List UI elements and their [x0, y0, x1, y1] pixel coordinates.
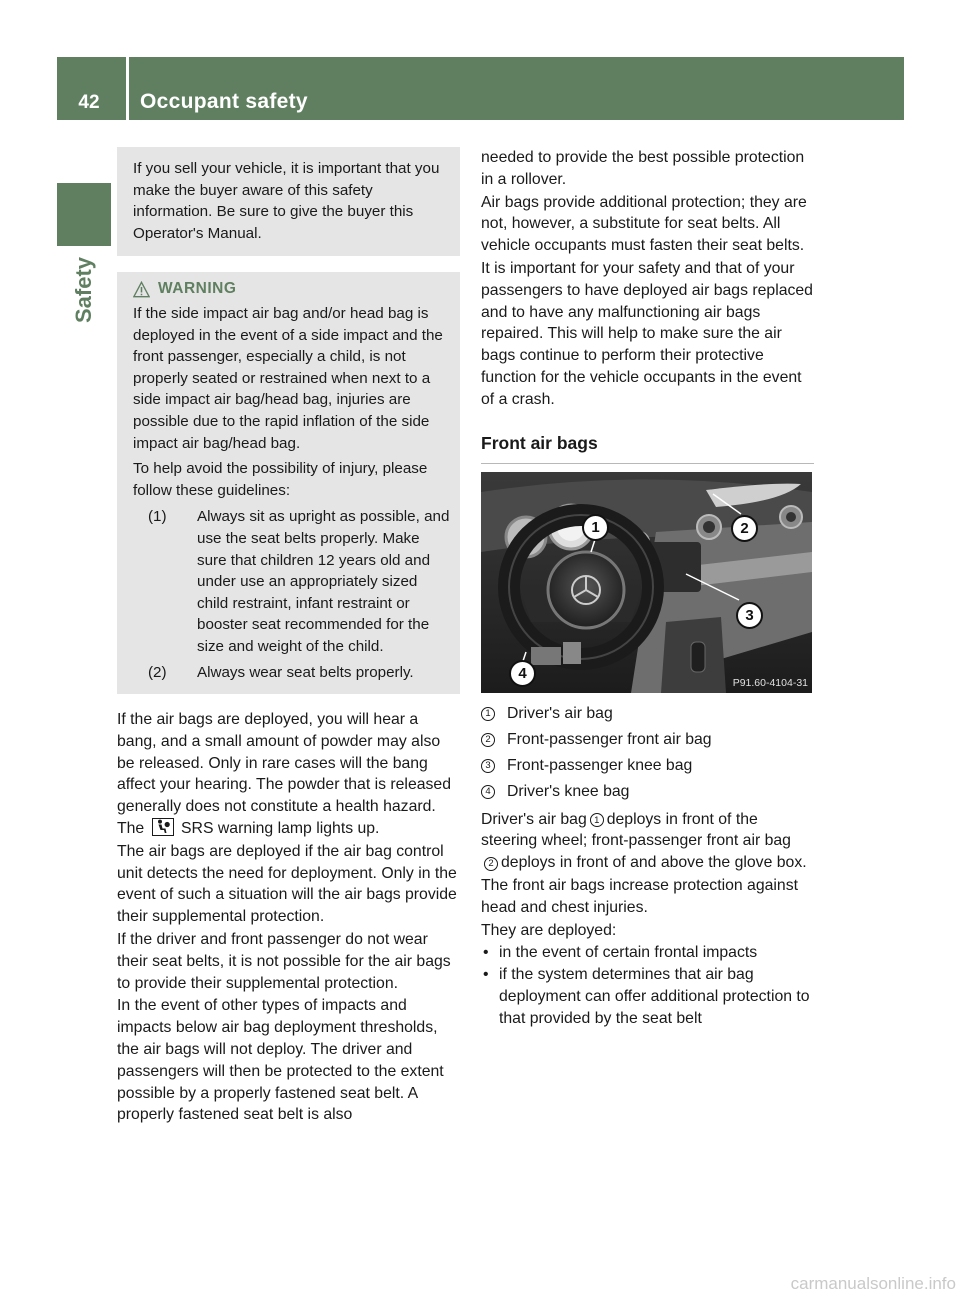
warning-paragraph: To help avoid the possibility of injury, please follow these guidelines: — [133, 460, 428, 499]
legend-number: 3 — [481, 759, 495, 773]
bullet-text: if the system determines that air bag deployment can offer additional protection to that provided by the seat belt — [499, 966, 810, 1027]
legend-item — [481, 753, 814, 779]
paragraph: If the driver and front passenger do not wear their seat belts, it is not possible for the air bags to provide their supplemental protection. — [117, 931, 451, 992]
warning-triangle-icon — [133, 281, 150, 298]
callout-3: 3 — [736, 602, 763, 629]
inline-number: 1 — [590, 813, 604, 827]
legend-label: Driver's air bag — [507, 704, 613, 722]
paragraph — [117, 709, 460, 840]
right-body-text-lower — [481, 809, 814, 1030]
guideline-item — [133, 506, 452, 657]
bullet-item — [481, 964, 814, 1029]
legend-number: 2 — [481, 733, 495, 747]
callout-2: 2 — [731, 515, 758, 542]
paragraph: Air bags provide additional protection; they are not, however, a substitute for seat belts. All vehicle occupants must fasten their seat belts. — [481, 193, 807, 255]
paragraph-text: deploys in front of the steering wheel; front-passenger front air bag — [481, 810, 791, 850]
paragraph-text: deploys in front of and above the glove box. — [501, 854, 807, 872]
guideline-text: Always wear seat belts properly. — [197, 664, 414, 682]
paragraph — [481, 809, 814, 874]
legend-label: Front-passenger knee bag — [507, 756, 693, 774]
legend-number: 4 — [481, 785, 495, 799]
section-title: Front air bags — [481, 433, 814, 464]
paragraph-text: Driver's air bag — [481, 810, 587, 828]
dashboard-airbag-figure — [481, 472, 812, 693]
paragraph: It is important for your safety and that of your passengers to have deployed air bags replaced and to have any malfunctioning air bags repaired. This will help to make sure the air bags continue to perform their protective function for the vehicle occupants in the event of a crash. — [481, 259, 813, 408]
chapter-title: Occupant safety — [140, 90, 308, 113]
info-box-text: If you sell your vehicle, it is important that you make the buyer aware of this safety information. Be sure to give the buyer this Operator's Manual. — [133, 160, 440, 242]
legend-item — [481, 701, 814, 727]
legend-number: 1 — [481, 707, 495, 721]
inline-number: 2 — [484, 857, 498, 871]
warning-paragraph: If the side impact air bag and/or head bag is deployed in the event of a side impact and the front passenger, especially a child, is not properly seated or restrained when next to a side impact air bag/head bag, injuries are possible due to the rapid inflation of the side impact air bag/head bag. — [133, 304, 443, 452]
header-divider — [126, 57, 129, 120]
bullet-mark: • — [483, 966, 489, 984]
legend-item — [481, 779, 814, 805]
paragraph: They are deployed: — [481, 921, 617, 939]
paragraph: In the event of other types of impacts and impacts below air bag deployment thresholds, the air bags will not deploy. The driver and passengers will then be protected to the extent possible by a properly fastened seat belt. A properly fastened seat belt is also — [117, 997, 444, 1124]
paragraph-text: SRS warning lamp lights up. — [181, 820, 380, 838]
warning-title: WARNING — [158, 280, 237, 298]
left-column — [117, 147, 460, 1127]
dashboard-photo — [481, 472, 812, 693]
right-body-text — [481, 147, 814, 411]
paragraph: The air bags are deployed if the air bag control unit detects the need for deployment. Only in the event of such a situation will the air bags provide their supplemental protection. — [117, 842, 457, 926]
section-tab-marker — [57, 183, 111, 246]
figure-legend — [481, 701, 814, 805]
section-side-label: Safety — [71, 256, 96, 324]
info-box — [117, 147, 460, 256]
right-column — [481, 147, 814, 1030]
legend-label: Driver's knee bag — [507, 782, 630, 800]
watermark: carmanualsonline.info — [790, 1274, 956, 1293]
paragraph: needed to provide the best possible protection in a rollover. — [481, 149, 805, 188]
bullet-mark: • — [483, 944, 489, 962]
legend-item — [481, 727, 814, 753]
legend-label: Front-passenger front air bag — [507, 730, 712, 748]
left-body-text — [117, 709, 460, 1126]
page-number: 42 — [78, 92, 100, 113]
callout-4: 4 — [509, 660, 536, 687]
figure-code: P91.60-4104-31 — [732, 676, 808, 689]
bullet-text: in the event of certain frontal impacts — [499, 944, 758, 962]
paragraph-text: If the air bags are deployed, you will hear a bang, and a small amount of powder may also be released. Only in rare cases will the bang affect your hearing. The powder that is released generally does not constitute a health hazard. The — [117, 711, 451, 838]
paragraph: The front air bags increase protection against head and chest injuries. — [481, 876, 798, 916]
guideline-number: (1) — [148, 508, 167, 526]
srs-warning-lamp-icon — [152, 818, 174, 836]
bullet-item — [481, 942, 814, 964]
guideline-item — [133, 662, 452, 684]
guideline-number: (2) — [148, 664, 167, 682]
callout-1: 1 — [582, 514, 609, 541]
warning-box — [117, 272, 460, 694]
guideline-text: Always sit as upright as possible, and use the seat belts properly. Make sure that children 12 years old and under use an appropriately sized child restraint, infant restraint or booster seat recommended for the size and weight of the child. — [197, 508, 450, 655]
